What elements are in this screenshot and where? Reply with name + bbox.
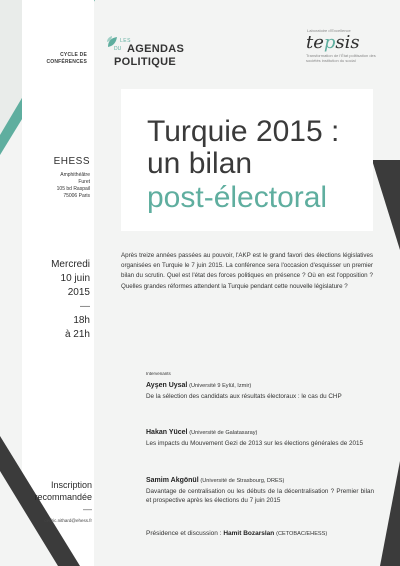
title-line-3: post-électoral [147, 181, 328, 214]
logo-les: LES [120, 38, 131, 44]
tepsis-lab-label: Laboratoire d'Excellence [307, 28, 351, 33]
logo-politique: POLITIQUE [114, 56, 176, 68]
speaker-item [146, 476, 374, 506]
tepsis-name [306, 34, 396, 52]
speaker-name: Samim Akgönül [146, 477, 199, 484]
logo-agendas: AGENDAS [127, 43, 185, 55]
speaker-talk: De la sélection des candidats aux résultats électoraux : le cas du CHP [146, 392, 342, 400]
speaker-item [146, 381, 374, 401]
speaker-affiliation: (Université 9 Eylül, Izmir) [189, 383, 252, 389]
inscription-divider: — [83, 504, 92, 514]
cycle-label: CYCLE DE CONFÉRENCES [46, 52, 87, 65]
date-date: 10 juin [60, 273, 90, 284]
venue-line-2: Furet [78, 179, 90, 185]
logo-du: DU [114, 46, 122, 52]
tepsis-name-c: sis [335, 32, 360, 53]
tepsis-name-a: te [306, 32, 324, 53]
intervenants-label: Intervenants [146, 371, 171, 376]
gray-right-decoration [372, 160, 400, 250]
venue-line-3: 105 bd Raspail [56, 186, 90, 192]
speaker-talk: Les impacts du Mouvement Gezi de 2013 sur les élections générales de 2015 [146, 439, 364, 447]
date-divider: — [80, 301, 90, 312]
speaker-affiliation: (Université de Strasbourg, DRES) [200, 478, 285, 484]
inscription-line-2: recommandée [34, 492, 92, 502]
presidence-name: Hamit Bozarslan [223, 530, 275, 537]
presidence-line [146, 530, 327, 537]
title-box [121, 89, 373, 231]
inscription-line-1: Inscription [50, 480, 92, 490]
title-line-1: Turquie 2015 : [147, 115, 340, 148]
time-start: 18h [73, 315, 90, 326]
date-day: Mercredi [51, 259, 90, 270]
speaker-item [146, 428, 374, 448]
intro-paragraph: Après treize années passées au pouvoir, l'AKP est le grand favori des élections législatives organisées en Turquie le 7 juin 2015. La conférence sera l'occasion d'esquisser un premier bilan du scrutin. Quel est l'état des forces politiques en présence ? Où en est l'opposition ? Quelles grandes réformes attendent la Turquie pendant cette nouvelle législature ? [121, 252, 373, 290]
presidence-label: Présidence et discussion : [146, 530, 222, 537]
contact-email-link[interactable]: cedric.nithard@ehess.fr [44, 518, 92, 523]
venue-line-4: 75006 Paris [63, 193, 90, 199]
date-block [26, 258, 90, 342]
gray-bottom-right-decoration [380, 461, 400, 566]
title-line-2: un bilan [147, 147, 253, 180]
speaker-affiliation: (Université de Galatasaray) [189, 430, 258, 436]
venue-line-1: Amphithéâtre [60, 172, 90, 178]
speaker-talk: Davantage de centralisation ou les débuts de la décentralisation ? Premier bilan et prospective après les élections du 7 juin 2015 [146, 487, 374, 504]
presidence-affiliation: (CETOBAC/EHESS) [276, 531, 328, 537]
venue-name: EHESS [53, 156, 90, 167]
venue-block [30, 156, 90, 200]
tepsis-description: Transformation de l'État politisation des sociétés institution du social [306, 53, 376, 63]
speaker-name: Hakan Yücel [146, 429, 188, 436]
tepsis-logo [306, 28, 396, 63]
speaker-name: Ayşen Uysal [146, 382, 188, 389]
inscription-block [26, 479, 92, 525]
tepsis-name-b: p [323, 32, 336, 53]
time-end: à 21h [64, 329, 90, 340]
date-year: 2015 [67, 287, 90, 298]
